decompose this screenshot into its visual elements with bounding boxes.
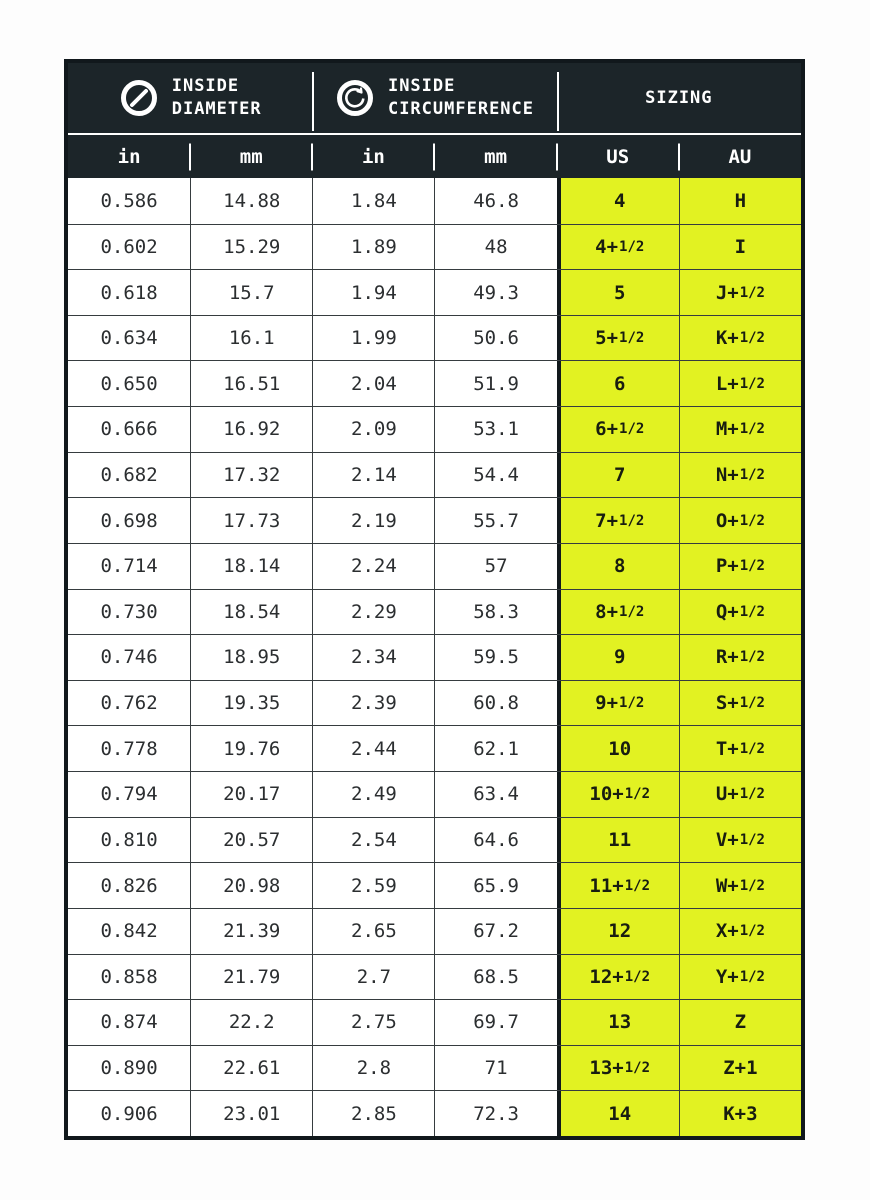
size-fraction: 1/2 <box>739 467 765 484</box>
group-inside-diameter <box>68 63 312 133</box>
size-cell: 4 <box>557 178 679 224</box>
measure-cell: 0.602 <box>100 235 158 258</box>
column-header-us: US <box>557 135 679 178</box>
group-label-line: SIZING <box>645 87 713 108</box>
size-cell: 12 <box>557 909 679 954</box>
measure-cell: 0.618 <box>100 281 158 304</box>
size-value: T+ <box>715 737 739 760</box>
measure-cell: 0.794 <box>100 783 158 806</box>
measure-cell: 20.98 <box>190 863 312 908</box>
table-row <box>68 452 801 498</box>
size-cell <box>679 635 801 680</box>
size-fraction: 1/2 <box>739 786 765 803</box>
size-cell <box>557 681 679 726</box>
column-header-circumference-in: in <box>312 135 434 178</box>
size-fraction: 1/2 <box>739 831 765 848</box>
measure-cell: 17.32 <box>190 453 312 498</box>
size-value: 7+ <box>595 509 619 532</box>
size-cell <box>679 681 801 726</box>
measure-cell: 16.51 <box>190 361 312 406</box>
size-fraction: 1/2 <box>739 740 765 757</box>
measure-cell: 2.39 <box>312 681 434 726</box>
column-header-row <box>68 135 801 178</box>
measure-cell: 2.44 <box>312 726 434 771</box>
measure-cell: 0.586 <box>100 189 158 212</box>
size-value: 4+ <box>595 235 619 258</box>
measure-cell: 0.874 <box>100 1011 158 1034</box>
measure-cell: 15.7 <box>190 270 312 315</box>
table-row <box>68 954 801 1000</box>
size-cell: 8 <box>557 544 679 589</box>
measure-cell: 1.89 <box>312 225 434 270</box>
size-cell: Z+1 <box>679 1046 801 1091</box>
measure-cell: 20.57 <box>190 818 312 863</box>
table-row <box>68 1090 801 1136</box>
measure-cell: 2.85 <box>312 1091 434 1136</box>
group-label-inside-diameter <box>172 75 262 121</box>
size-cell: K+3 <box>679 1091 801 1136</box>
table-row <box>68 680 801 726</box>
measure-cell: 65.9 <box>434 863 556 908</box>
measure-cell: 0.634 <box>100 327 158 350</box>
measure-cell: 68.5 <box>434 955 556 1000</box>
measure-cell: 2.09 <box>312 407 434 452</box>
column-header-au: AU <box>679 135 801 178</box>
size-value: X+ <box>715 920 739 943</box>
measure-cell: 2.19 <box>312 498 434 543</box>
size-cell <box>679 498 801 543</box>
measure-cell: 0.698 <box>100 509 158 532</box>
measure-cell: 21.39 <box>190 909 312 954</box>
measure-cell: 0.906 <box>100 1102 158 1125</box>
measure-cell: 2.24 <box>312 544 434 589</box>
size-value: Y+ <box>715 965 739 988</box>
size-value: V+ <box>715 828 739 851</box>
size-value: 9+ <box>595 692 619 715</box>
size-cell: 5 <box>557 270 679 315</box>
table-row <box>68 315 801 361</box>
measure-cell: 17.73 <box>190 498 312 543</box>
size-value: Q+ <box>715 600 739 623</box>
table-row <box>68 908 801 954</box>
measure-cell: 19.35 <box>190 681 312 726</box>
size-cell: 14 <box>557 1091 679 1136</box>
table-row <box>68 862 801 908</box>
size-value: 5+ <box>595 327 619 350</box>
size-fraction: 1/2 <box>619 603 645 620</box>
size-cell <box>557 955 679 1000</box>
size-fraction: 1/2 <box>739 284 765 301</box>
measure-cell: 22.2 <box>190 1000 312 1045</box>
size-cell: 6 <box>557 361 679 406</box>
measure-cell: 62.1 <box>434 726 556 771</box>
measure-cell: 0.746 <box>100 646 158 669</box>
measure-cell: 50.6 <box>434 316 556 361</box>
table-row <box>68 634 801 680</box>
column-header-diameter-mm: mm <box>190 135 312 178</box>
column-group-row <box>68 63 801 133</box>
measure-cell: 0.682 <box>100 464 158 487</box>
size-value: 11+ <box>589 874 624 897</box>
group-label-inside-circumference <box>388 75 534 121</box>
size-fraction: 1/2 <box>739 968 765 985</box>
size-cell <box>679 909 801 954</box>
size-fraction: 1/2 <box>739 877 765 894</box>
size-fraction: 1/2 <box>619 330 645 347</box>
measure-cell: 2.75 <box>312 1000 434 1045</box>
measure-cell: 51.9 <box>434 361 556 406</box>
size-fraction: 1/2 <box>739 330 765 347</box>
table-row <box>68 589 801 635</box>
measure-cell: 2.14 <box>312 453 434 498</box>
size-fraction: 1/2 <box>624 786 651 803</box>
size-cell <box>679 453 801 498</box>
size-value: M+ <box>715 418 739 441</box>
size-value: 6+ <box>595 418 619 441</box>
size-fraction: 1/2 <box>739 603 765 620</box>
size-cell: 11 <box>557 818 679 863</box>
measure-cell: 0.762 <box>100 692 158 715</box>
size-fraction: 1/2 <box>624 968 651 985</box>
table-row <box>68 269 801 315</box>
measure-cell: 59.5 <box>434 635 556 680</box>
measure-cell: 2.8 <box>312 1046 434 1091</box>
size-fraction: 1/2 <box>739 695 765 712</box>
measure-cell: 2.34 <box>312 635 434 680</box>
measure-cell: 48 <box>434 225 556 270</box>
size-cell <box>557 772 679 817</box>
table-row <box>68 771 801 817</box>
size-value: L+ <box>715 372 739 395</box>
size-cell: 7 <box>557 453 679 498</box>
size-value: R+ <box>715 646 739 669</box>
size-cell <box>679 270 801 315</box>
measure-cell: 1.84 <box>312 178 434 224</box>
size-cell <box>679 772 801 817</box>
measure-cell: 0.730 <box>100 600 158 623</box>
chart-header <box>68 63 801 178</box>
size-cell <box>679 726 801 771</box>
size-fraction: 1/2 <box>619 421 645 438</box>
measure-cell: 58.3 <box>434 590 556 635</box>
size-value: K+ <box>715 327 739 350</box>
size-cell: 9 <box>557 635 679 680</box>
size-fraction: 1/2 <box>739 649 765 666</box>
size-cell: Z <box>679 1000 801 1045</box>
size-cell: 13 <box>557 1000 679 1045</box>
measure-cell: 14.88 <box>190 178 312 224</box>
table-row <box>68 543 801 589</box>
measure-cell: 23.01 <box>190 1091 312 1136</box>
group-label-line: DIAMETER <box>171 99 262 119</box>
measure-cell: 20.17 <box>190 772 312 817</box>
column-header-diameter-in: in <box>117 145 141 168</box>
size-value: N+ <box>715 464 739 487</box>
size-cell <box>557 498 679 543</box>
measure-cell: 1.94 <box>312 270 434 315</box>
size-value: 10+ <box>589 783 624 806</box>
size-cell <box>557 225 679 270</box>
measure-cell: 55.7 <box>434 498 556 543</box>
size-fraction: 1/2 <box>619 238 645 255</box>
size-value: 12+ <box>589 965 624 988</box>
table-row <box>68 999 801 1045</box>
measure-cell: 46.8 <box>434 178 556 224</box>
column-header-circumference-mm: mm <box>434 135 556 178</box>
circumference-icon <box>335 78 375 118</box>
size-fraction: 1/2 <box>619 512 645 529</box>
measure-cell: 2.65 <box>312 909 434 954</box>
size-cell <box>557 590 679 635</box>
measure-cell: 57 <box>434 544 556 589</box>
measure-cell: 0.650 <box>100 372 158 395</box>
size-cell: 10 <box>557 726 679 771</box>
size-value: 13+ <box>589 1057 624 1080</box>
measure-cell: 71 <box>434 1046 556 1091</box>
measure-cell: 2.54 <box>312 818 434 863</box>
size-cell <box>679 955 801 1000</box>
table-row <box>68 178 801 224</box>
size-value: P+ <box>715 555 739 578</box>
size-value: 8+ <box>595 600 619 623</box>
group-label-sizing <box>645 87 712 110</box>
size-fraction: 1/2 <box>624 877 651 894</box>
size-cell <box>679 590 801 635</box>
measure-cell: 19.76 <box>190 726 312 771</box>
size-cell: H <box>679 178 801 224</box>
measure-cell: 2.29 <box>312 590 434 635</box>
size-fraction: 1/2 <box>739 375 765 392</box>
measure-cell: 2.7 <box>312 955 434 1000</box>
table-row <box>68 406 801 452</box>
measure-cell: 0.666 <box>100 418 158 441</box>
measure-cell: 18.95 <box>190 635 312 680</box>
measure-cell: 0.842 <box>100 920 158 943</box>
size-cell <box>679 407 801 452</box>
ring-size-chart <box>64 59 805 1140</box>
group-label-line: INSIDE <box>387 76 456 97</box>
size-fraction: 1/2 <box>624 1060 651 1077</box>
size-cell <box>557 1046 679 1091</box>
size-fraction: 1/2 <box>739 558 765 575</box>
table-row <box>68 360 801 406</box>
measure-cell: 16.92 <box>190 407 312 452</box>
measure-cell: 64.6 <box>434 818 556 863</box>
table-row <box>68 817 801 863</box>
measure-cell: 22.61 <box>190 1046 312 1091</box>
size-fraction: 1/2 <box>739 923 765 940</box>
size-cell <box>679 863 801 908</box>
table-row <box>68 497 801 543</box>
table-row <box>68 725 801 771</box>
measure-cell: 0.778 <box>100 737 158 760</box>
measure-cell: 2.49 <box>312 772 434 817</box>
size-value: W+ <box>715 874 739 897</box>
measure-cell: 0.890 <box>100 1057 158 1080</box>
measure-cell: 16.1 <box>190 316 312 361</box>
group-sizing <box>557 63 801 133</box>
size-value: S+ <box>715 692 739 715</box>
table-row <box>68 224 801 270</box>
size-cell: I <box>679 225 801 270</box>
size-value: J+ <box>715 281 739 304</box>
size-cell <box>557 316 679 361</box>
size-fraction: 1/2 <box>739 512 765 529</box>
size-cell <box>679 544 801 589</box>
measure-cell: 21.79 <box>190 955 312 1000</box>
measure-cell: 54.4 <box>434 453 556 498</box>
size-cell <box>557 863 679 908</box>
measure-cell: 18.54 <box>190 590 312 635</box>
group-label-line: INSIDE <box>171 76 240 97</box>
measure-cell: 18.14 <box>190 544 312 589</box>
measure-cell: 0.858 <box>100 965 158 988</box>
size-cell <box>679 316 801 361</box>
measure-cell: 0.714 <box>100 555 158 578</box>
measure-cell: 0.826 <box>100 874 158 897</box>
group-label-line: CIRCUMFERENCE <box>387 99 535 119</box>
measure-cell: 1.99 <box>312 316 434 361</box>
table-body <box>68 178 801 1136</box>
size-value: O+ <box>715 509 739 532</box>
measure-cell: 60.8 <box>434 681 556 726</box>
table-row <box>68 1045 801 1091</box>
measure-cell: 15.29 <box>190 225 312 270</box>
size-cell <box>679 361 801 406</box>
size-fraction: 1/2 <box>739 421 765 438</box>
size-value: U+ <box>715 783 739 806</box>
measure-cell: 63.4 <box>434 772 556 817</box>
size-cell <box>679 818 801 863</box>
measure-cell: 67.2 <box>434 909 556 954</box>
measure-cell: 72.3 <box>434 1091 556 1136</box>
measure-cell: 49.3 <box>434 270 556 315</box>
measure-cell: 0.810 <box>100 828 158 851</box>
measure-cell: 53.1 <box>434 407 556 452</box>
measure-cell: 2.59 <box>312 863 434 908</box>
group-inside-circumference <box>312 63 556 133</box>
diameter-icon <box>119 78 159 118</box>
measure-cell: 69.7 <box>434 1000 556 1045</box>
measure-cell: 2.04 <box>312 361 434 406</box>
size-fraction: 1/2 <box>619 695 645 712</box>
size-cell <box>557 407 679 452</box>
